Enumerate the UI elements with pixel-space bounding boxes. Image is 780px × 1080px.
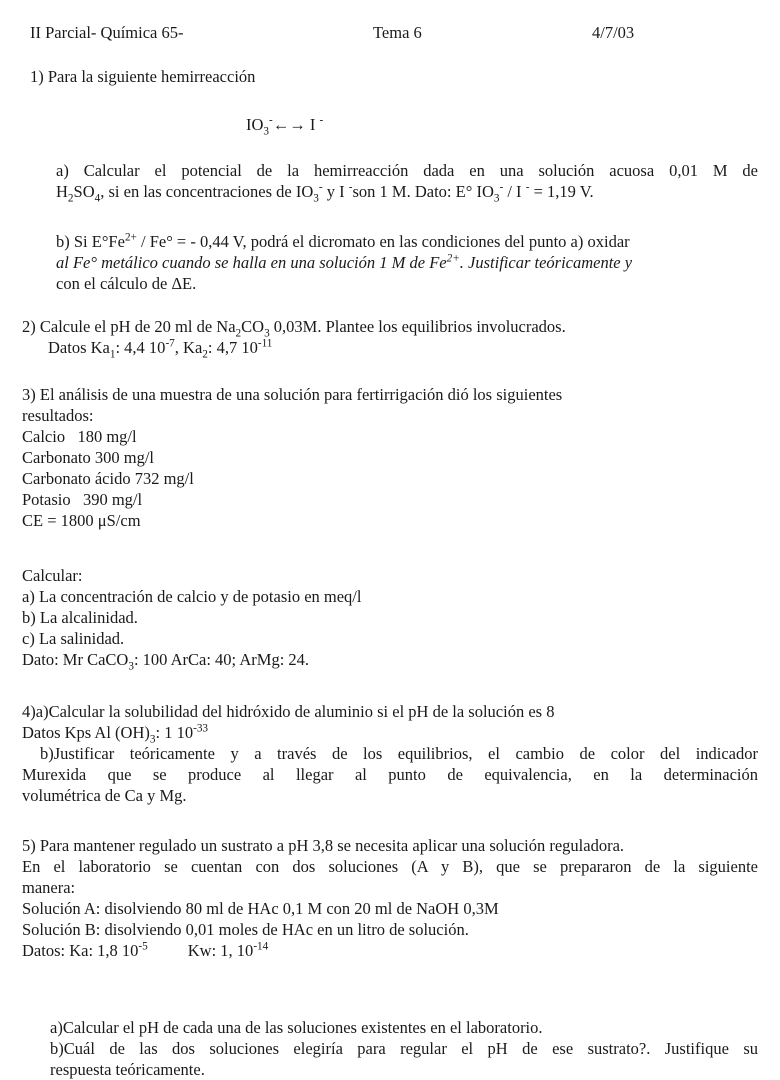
q3-line1: 3) El análisis de una muestra de una solución para fertirrigación dió los siguientes (22, 385, 563, 404)
q3-data-ce: CE = 1800 μS/cm (22, 511, 141, 530)
q4-b-line2: Murexida que se produce al llegar al punto de equivalencia, en la determinación (22, 765, 758, 784)
q5 (22, 835, 758, 961)
q1-part-a (56, 160, 758, 205)
q5-line1: 5) Para mantener regulado un sustrato a pH 3,8 se necesita aplicar una solución reguladora. (22, 836, 625, 855)
q3-item-c: c) La salinidad. (22, 629, 125, 648)
q5-parts (50, 1017, 758, 1080)
q4-line1: 4)a)Calcular la solubilidad del hidróxido de aluminio si el pH de la solución es 8 (22, 702, 555, 721)
q3-data-calcio: Calcio 180 mg/l (22, 427, 137, 446)
q3-data-potasio: Potasio 390 mg/l (22, 490, 143, 509)
exam-date: 4/7/03 (592, 23, 635, 42)
q3-data-carbonato: Carbonato 300 mg/l (22, 448, 154, 467)
q3-item-b: b) La alcalinidad. (22, 608, 138, 627)
double-arrow-icon: ←→ (272, 115, 306, 134)
q5-line3: manera: (22, 878, 76, 897)
q4-b-line3: volumétrica de Ca y Mg. (22, 786, 187, 805)
q3-item-a: a) La concentración de calcio y de potasio en meq/l (22, 587, 362, 606)
topic-label: Tema 6 (373, 23, 422, 42)
q4-b-line1: b)Justificar teóricamente y a través de los equilibrios, el cambio de color del indicador (40, 744, 758, 763)
q5-part-b-line2: respuesta teóricamente. (50, 1060, 205, 1079)
q1-a-line1: a) Calcular el potencial de la hemirreacción dada en una solución acuosa 0,01 M de (56, 161, 758, 180)
q3-calc (22, 565, 362, 673)
q1-b-line3: con el cálculo de ΔE. (56, 274, 197, 293)
q1-b-line2: al Fe° metálico cuando se halla en una solución 1 M de $Fe^{2+}$. Justificar teóricamente y (56, 252, 633, 272)
q5-part-a: a)Calcular el pH de cada una de las soluciones existentes en el laboratorio. (50, 1018, 543, 1037)
q5-solution-a: Solución A: disolviendo 80 ml de HAc 0,1 M con 20 ml de NaOH 0,3M (22, 899, 499, 918)
q3-calc-heading: Calcular: (22, 566, 83, 585)
q3-dato: Dato: Mr CaCO$_3$: 100 ArCa: 40; ArMg: 24. (22, 650, 310, 673)
q2-line2: Datos $Ka_1$: 4,4 $10^{-7}$, $Ka_2$: 4,7 $10^{-11}$ (48, 337, 273, 361)
q3 (22, 384, 562, 531)
q4 (22, 701, 758, 806)
course-title: II Parcial- Química 65- (30, 23, 184, 42)
q5-part-b-line1: b)Cuál de las dos soluciones elegiría para regular el pH de ese sustrato?. Justifique su (50, 1039, 758, 1058)
q5-datos: Datos: Ka: 1,8 $10^{-5}$ Kw: 1, $10^{-14}$ (22, 940, 269, 960)
q3-data-carbonato-acido: Carbonato ácido 732 mg/l (22, 469, 194, 488)
q1-reaction: $IO_3^-\leftarrow\to I$ - (246, 114, 324, 138)
q1-b-line1: b) Si $E^\circ Fe^{2+} / Fe^\circ$ = - 0,44 V, podrá el dicromato en las condiciones del punto a) oxidar (56, 231, 630, 251)
q1-a-line2: $H_2SO_4$, si en las concentraciones de $IO_3^-$ y I -son 1 M. Dato: E° $IO_3^-$ / I - = 1,19 V. (56, 181, 594, 205)
q5-solution-b: Solución B: disolviendo 0,01 moles de HAc en un litro de solución. (22, 920, 469, 939)
q4-line2: Datos Kps Al $(OH)_3$: 1 $10^{-33}$ (22, 722, 209, 746)
q2 (22, 316, 566, 361)
q2-line1: 2) Calcule el pH de 20 ml de $Na_2CO_3$ 0,03M. Plantee los equilibrios involucrados. (22, 317, 566, 340)
q5-line2: En el laboratorio se cuentan con dos soluciones (A y B), que se prepararon de la siguiente (22, 857, 758, 876)
q3-line2: resultados: (22, 406, 94, 425)
q1-intro: 1) Para la siguiente hemirreacción (30, 67, 256, 86)
q1-part-b (56, 231, 758, 294)
